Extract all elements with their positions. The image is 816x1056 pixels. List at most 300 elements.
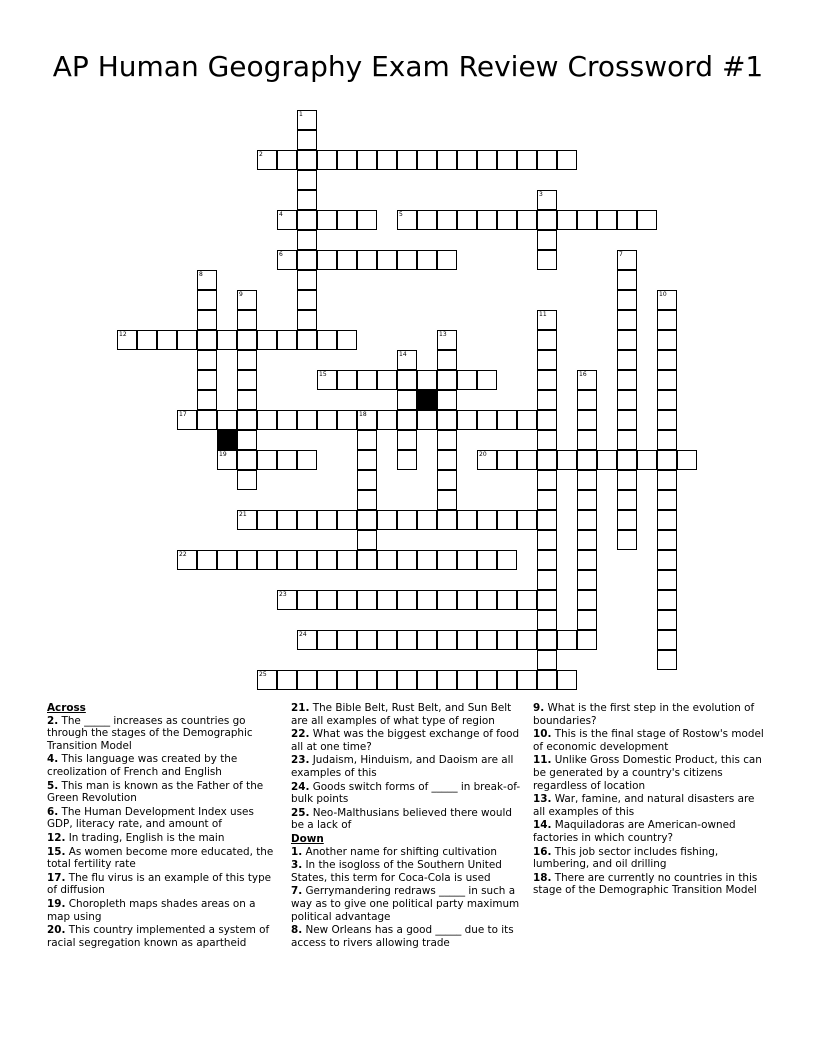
grid-cell[interactable] xyxy=(517,670,537,690)
grid-cell[interactable] xyxy=(357,430,377,450)
grid-cell[interactable] xyxy=(617,250,637,270)
grid-cell[interactable] xyxy=(197,370,217,390)
grid-cell[interactable] xyxy=(397,670,417,690)
grid-cell[interactable] xyxy=(297,190,317,210)
grid-cell[interactable] xyxy=(557,630,577,650)
grid-cell[interactable] xyxy=(497,630,517,650)
grid-cell[interactable] xyxy=(617,430,637,450)
grid-cell[interactable] xyxy=(297,630,317,650)
grid-cell[interactable] xyxy=(337,410,357,430)
grid-cell[interactable] xyxy=(657,550,677,570)
across-heading: Across xyxy=(47,702,86,714)
grid-cell[interactable] xyxy=(297,450,317,470)
grid-cell[interactable] xyxy=(357,150,377,170)
grid-cell[interactable] xyxy=(497,670,517,690)
grid-cell[interactable] xyxy=(457,590,477,610)
grid-cell[interactable] xyxy=(317,590,337,610)
grid-cell[interactable] xyxy=(537,570,557,590)
grid-cell[interactable] xyxy=(377,510,397,530)
grid-cell[interactable] xyxy=(537,650,557,670)
clue-number: 22 xyxy=(179,551,187,558)
grid-cell[interactable] xyxy=(317,210,337,230)
grid-cell[interactable] xyxy=(337,330,357,350)
grid-cell[interactable] xyxy=(577,430,597,450)
grid-cell[interactable] xyxy=(657,410,677,430)
grid-cell[interactable] xyxy=(657,510,677,530)
grid-cell[interactable] xyxy=(217,550,237,570)
grid-cell[interactable] xyxy=(517,410,537,430)
grid-cell[interactable] xyxy=(537,390,557,410)
clue-item xyxy=(47,780,279,805)
grid-cell[interactable] xyxy=(577,570,597,590)
grid-cell[interactable] xyxy=(237,450,257,470)
grid-cell[interactable] xyxy=(537,410,557,430)
grid-cell[interactable] xyxy=(517,450,537,470)
grid-cell[interactable] xyxy=(297,110,317,130)
grid-cell[interactable] xyxy=(517,210,537,230)
grid-cell[interactable] xyxy=(577,630,597,650)
grid-cell[interactable] xyxy=(417,250,437,270)
grid-cell[interactable] xyxy=(317,150,337,170)
grid-cell[interactable] xyxy=(557,450,577,470)
grid-cell[interactable] xyxy=(337,150,357,170)
grid-cell[interactable] xyxy=(277,410,297,430)
grid-cell[interactable] xyxy=(477,370,497,390)
grid-cell[interactable] xyxy=(457,370,477,390)
grid-cell[interactable] xyxy=(437,330,457,350)
grid-cell[interactable] xyxy=(537,530,557,550)
grid-cell[interactable] xyxy=(657,430,677,450)
grid-cell[interactable] xyxy=(537,310,557,330)
grid-cell[interactable] xyxy=(337,210,357,230)
grid-cell[interactable] xyxy=(457,670,477,690)
grid-cell[interactable] xyxy=(397,250,417,270)
grid-cell[interactable] xyxy=(297,250,317,270)
grid-cell[interactable] xyxy=(497,550,517,570)
grid-cell[interactable] xyxy=(277,590,297,610)
clue-number-label: 5. xyxy=(47,779,59,792)
grid-cell[interactable] xyxy=(417,510,437,530)
grid-cell[interactable] xyxy=(337,550,357,570)
grid-cell[interactable] xyxy=(197,550,217,570)
grid-cell[interactable] xyxy=(397,430,417,450)
grid-cell[interactable] xyxy=(237,430,257,450)
grid-cell[interactable] xyxy=(637,210,657,230)
clue-number-label: 22. xyxy=(291,728,310,741)
grid-cell[interactable] xyxy=(477,510,497,530)
grid-cell[interactable] xyxy=(657,290,677,310)
grid-cell[interactable] xyxy=(617,530,637,550)
grid-cell[interactable] xyxy=(277,550,297,570)
grid-cell[interactable] xyxy=(337,510,357,530)
grid-cell[interactable] xyxy=(337,630,357,650)
grid-cell[interactable] xyxy=(337,670,357,690)
grid-cell[interactable] xyxy=(557,210,577,230)
grid-cell[interactable] xyxy=(357,590,377,610)
grid-cell[interactable] xyxy=(357,510,377,530)
grid-cell[interactable] xyxy=(317,330,337,350)
grid-cell[interactable] xyxy=(537,450,557,470)
grid-cell[interactable] xyxy=(457,510,477,530)
grid-cell[interactable] xyxy=(537,430,557,450)
grid-cell[interactable] xyxy=(477,670,497,690)
grid-cell[interactable] xyxy=(617,330,637,350)
grid-cell[interactable] xyxy=(477,550,497,570)
clue-number-label: 23. xyxy=(291,754,310,767)
grid-cell[interactable] xyxy=(337,370,357,390)
grid-cell[interactable] xyxy=(357,530,377,550)
grid-cell[interactable] xyxy=(497,510,517,530)
grid-cell[interactable] xyxy=(197,410,217,430)
grid-cell[interactable] xyxy=(357,410,377,430)
grid-cell[interactable] xyxy=(397,550,417,570)
grid-cell[interactable] xyxy=(257,670,277,690)
grid-cell[interactable] xyxy=(537,670,557,690)
grid-cell[interactable] xyxy=(437,370,457,390)
grid-cell[interactable] xyxy=(497,150,517,170)
grid-cell[interactable] xyxy=(357,550,377,570)
grid-cell[interactable] xyxy=(657,370,677,390)
grid-cell[interactable] xyxy=(217,410,237,430)
grid-cell[interactable] xyxy=(537,210,557,230)
grid-cell[interactable] xyxy=(257,450,277,470)
grid-cell[interactable] xyxy=(617,290,637,310)
grid-cell[interactable] xyxy=(357,250,377,270)
grid-cell[interactable] xyxy=(577,550,597,570)
grid-cell[interactable] xyxy=(417,670,437,690)
clue-text: The _____ increases as countries go through the stages of the Demographic Transition Model xyxy=(47,714,253,752)
grid-cell[interactable] xyxy=(477,210,497,230)
grid-cell[interactable] xyxy=(377,150,397,170)
grid-cell[interactable] xyxy=(377,590,397,610)
grid-cell[interactable] xyxy=(597,450,617,470)
grid-cell[interactable] xyxy=(577,210,597,230)
grid-cell[interactable] xyxy=(237,510,257,530)
grid-cell[interactable] xyxy=(497,450,517,470)
grid-cell[interactable] xyxy=(257,410,277,430)
grid-cell[interactable] xyxy=(577,410,597,430)
grid-cell[interactable] xyxy=(297,310,317,330)
grid-cell[interactable] xyxy=(437,410,457,430)
grid-cell[interactable] xyxy=(277,670,297,690)
grid-cell[interactable] xyxy=(377,410,397,430)
grid-cell[interactable] xyxy=(537,370,557,390)
grid-cell[interactable] xyxy=(397,450,417,470)
grid-cell[interactable] xyxy=(477,410,497,430)
grid-cell[interactable] xyxy=(317,510,337,530)
grid-cell[interactable] xyxy=(457,410,477,430)
grid-cell[interactable] xyxy=(537,250,557,270)
grid-cell[interactable] xyxy=(537,150,557,170)
grid-cell[interactable] xyxy=(237,310,257,330)
grid-cell[interactable] xyxy=(417,370,437,390)
grid-cell[interactable] xyxy=(437,390,457,410)
clue-number: 4 xyxy=(279,211,283,218)
grid-cell[interactable] xyxy=(657,470,677,490)
grid-cell[interactable] xyxy=(437,470,457,490)
grid-cell[interactable] xyxy=(277,150,297,170)
grid-cell[interactable] xyxy=(197,350,217,370)
grid-cell[interactable] xyxy=(457,630,477,650)
clue-text: There are currently no countries in this stage of the Demographic Transition Model xyxy=(533,871,758,897)
grid-cell[interactable] xyxy=(437,550,457,570)
grid-cell[interactable] xyxy=(657,450,677,470)
clue-number-label: 1. xyxy=(291,845,303,858)
grid-cell[interactable] xyxy=(537,350,557,370)
grid-cell[interactable] xyxy=(497,210,517,230)
grid-cell[interactable] xyxy=(317,370,337,390)
grid-cell[interactable] xyxy=(397,510,417,530)
grid-cell[interactable] xyxy=(357,630,377,650)
grid-cell[interactable] xyxy=(237,550,257,570)
grid-cell[interactable] xyxy=(577,510,597,530)
clue-text: The flu virus is an example of this type of diffusion xyxy=(47,871,272,897)
grid-cell[interactable] xyxy=(657,390,677,410)
grid-cell[interactable] xyxy=(397,370,417,390)
grid-cell[interactable] xyxy=(277,510,297,530)
grid-cell[interactable] xyxy=(457,150,477,170)
grid-cell[interactable] xyxy=(177,330,197,350)
grid-cell[interactable] xyxy=(477,450,497,470)
grid-cell[interactable] xyxy=(437,630,457,650)
grid-cell[interactable] xyxy=(517,150,537,170)
grid-cell[interactable] xyxy=(577,470,597,490)
grid-cell[interactable] xyxy=(437,150,457,170)
grid-cell[interactable] xyxy=(357,450,377,470)
grid-cell[interactable] xyxy=(237,330,257,350)
grid-cell[interactable] xyxy=(277,330,297,350)
grid-cell[interactable] xyxy=(657,330,677,350)
grid-cell[interactable] xyxy=(437,430,457,450)
grid-cell[interactable] xyxy=(277,450,297,470)
grid-cell[interactable] xyxy=(297,130,317,150)
grid-cell[interactable] xyxy=(617,490,637,510)
grid-cell[interactable] xyxy=(397,630,417,650)
grid-cell[interactable] xyxy=(337,250,357,270)
grid-cell[interactable] xyxy=(577,590,597,610)
grid-cell[interactable] xyxy=(157,330,177,350)
grid-cell[interactable] xyxy=(297,330,317,350)
grid-cell[interactable] xyxy=(297,270,317,290)
grid-cell[interactable] xyxy=(337,590,357,610)
grid-cell[interactable] xyxy=(617,310,637,330)
grid-cell[interactable] xyxy=(577,450,597,470)
grid-cell[interactable] xyxy=(317,550,337,570)
clue-item xyxy=(47,846,279,871)
grid-cell[interactable] xyxy=(617,470,637,490)
grid-cell[interactable] xyxy=(297,150,317,170)
grid-cell[interactable] xyxy=(537,330,557,350)
grid-cell[interactable] xyxy=(437,210,457,230)
grid-cell[interactable] xyxy=(657,310,677,330)
grid-cell[interactable] xyxy=(537,550,557,570)
grid-cell[interactable] xyxy=(417,210,437,230)
grid-cell[interactable] xyxy=(617,270,637,290)
grid-cell[interactable] xyxy=(197,310,217,330)
grid-cell[interactable] xyxy=(197,270,217,290)
grid-cell[interactable] xyxy=(377,550,397,570)
grid-cell[interactable] xyxy=(417,630,437,650)
grid-cell[interactable] xyxy=(557,670,577,690)
grid-cell[interactable] xyxy=(437,490,457,510)
grid-cell[interactable] xyxy=(437,590,457,610)
grid-cell[interactable] xyxy=(577,370,597,390)
grid-cell[interactable] xyxy=(357,670,377,690)
grid-cell[interactable] xyxy=(297,410,317,430)
grid-cell[interactable] xyxy=(537,590,557,610)
grid-cell[interactable] xyxy=(237,410,257,430)
grid-cell[interactable] xyxy=(617,210,637,230)
grid-cell[interactable] xyxy=(657,590,677,610)
grid-cell[interactable] xyxy=(537,230,557,250)
grid-cell[interactable] xyxy=(457,550,477,570)
clue-number: 10 xyxy=(659,291,667,298)
clue-text: This man is known as the Father of the Green Revolution xyxy=(47,779,264,805)
clue-item xyxy=(533,728,765,753)
grid-cell[interactable] xyxy=(417,590,437,610)
clues-column-2 xyxy=(291,702,523,950)
grid-cell[interactable] xyxy=(397,350,417,370)
grid-cell[interactable] xyxy=(437,350,457,370)
grid-cell[interactable] xyxy=(617,370,637,390)
grid-cell[interactable] xyxy=(397,150,417,170)
grid-cell[interactable] xyxy=(537,190,557,210)
grid-cell[interactable] xyxy=(217,330,237,350)
grid-cell[interactable] xyxy=(417,550,437,570)
grid-cell[interactable] xyxy=(217,450,237,470)
grid-cell[interactable] xyxy=(497,410,517,430)
grid-cell[interactable] xyxy=(397,390,417,410)
grid-cell[interactable] xyxy=(617,390,637,410)
grid-cell[interactable] xyxy=(237,370,257,390)
grid-cell[interactable] xyxy=(317,250,337,270)
grid-cell[interactable] xyxy=(377,250,397,270)
grid-cell[interactable] xyxy=(357,210,377,230)
clue-text: Maquiladoras are American-owned factories in which country? xyxy=(533,819,736,844)
grid-cell[interactable] xyxy=(657,530,677,550)
clue-number: 14 xyxy=(399,351,407,358)
grid-cell[interactable] xyxy=(117,330,137,350)
grid-cell[interactable] xyxy=(297,590,317,610)
grid-cell[interactable] xyxy=(517,510,537,530)
grid-cell[interactable] xyxy=(177,550,197,570)
grid-cell[interactable] xyxy=(277,250,297,270)
grid-cell[interactable] xyxy=(577,490,597,510)
clue-item xyxy=(291,859,523,884)
grid-cell[interactable] xyxy=(497,590,517,610)
grid-cell[interactable] xyxy=(537,610,557,630)
grid-cell[interactable] xyxy=(177,410,197,430)
clue-number: 2 xyxy=(259,151,263,158)
grid-cell[interactable] xyxy=(317,630,337,650)
grid-cell[interactable] xyxy=(417,150,437,170)
grid-cell[interactable] xyxy=(537,490,557,510)
grid-cell[interactable] xyxy=(317,670,337,690)
grid-cell[interactable] xyxy=(457,210,477,230)
grid-cell[interactable] xyxy=(137,330,157,350)
grid-cell[interactable] xyxy=(397,590,417,610)
grid-cell[interactable] xyxy=(617,510,637,530)
grid-cell[interactable] xyxy=(277,210,297,230)
grid-cell[interactable] xyxy=(377,670,397,690)
grid-cell[interactable] xyxy=(577,530,597,550)
grid-cell[interactable] xyxy=(297,550,317,570)
grid-cell[interactable] xyxy=(357,470,377,490)
grid-cell[interactable] xyxy=(477,630,497,650)
grid-cell[interactable] xyxy=(657,350,677,370)
grid-cell[interactable] xyxy=(637,450,657,470)
grid-cell[interactable] xyxy=(297,290,317,310)
grid-cell[interactable] xyxy=(357,370,377,390)
grid-cell[interactable] xyxy=(197,290,217,310)
grid-cell[interactable] xyxy=(657,630,677,650)
grid-cell[interactable] xyxy=(297,170,317,190)
grid-cell[interactable] xyxy=(357,490,377,510)
grid-cell[interactable] xyxy=(197,330,217,350)
grid-cell[interactable] xyxy=(297,670,317,690)
grid-cell[interactable] xyxy=(257,550,277,570)
grid-cell[interactable] xyxy=(577,390,597,410)
clue-item xyxy=(533,872,765,897)
grid-cell[interactable] xyxy=(297,210,317,230)
clue-number: 11 xyxy=(539,311,547,318)
grid-cell[interactable] xyxy=(297,510,317,530)
grid-cell[interactable] xyxy=(597,210,617,230)
grid-cell[interactable] xyxy=(657,610,677,630)
grid-cell[interactable] xyxy=(617,350,637,370)
grid-cell[interactable] xyxy=(437,670,457,690)
grid-cell[interactable] xyxy=(677,450,697,470)
grid-cell[interactable] xyxy=(517,630,537,650)
grid-cell[interactable] xyxy=(437,510,457,530)
grid-cell[interactable] xyxy=(397,410,417,430)
grid-cell[interactable] xyxy=(237,470,257,490)
grid-cell[interactable] xyxy=(537,470,557,490)
grid-cell[interactable] xyxy=(257,150,277,170)
clue-item xyxy=(291,846,523,859)
grid-cell[interactable] xyxy=(617,410,637,430)
clue-number: 13 xyxy=(439,331,447,338)
grid-cell[interactable] xyxy=(257,330,277,350)
grid-cell[interactable] xyxy=(317,410,337,430)
grid-cell[interactable] xyxy=(377,630,397,650)
grid-cell[interactable] xyxy=(517,590,537,610)
grid-cell[interactable] xyxy=(297,230,317,250)
grid-cell[interactable] xyxy=(437,450,457,470)
grid-cell[interactable] xyxy=(197,390,217,410)
grid-cell[interactable] xyxy=(617,450,637,470)
grid-cell[interactable] xyxy=(237,350,257,370)
grid-cell[interactable] xyxy=(437,250,457,270)
grid-cell[interactable] xyxy=(477,590,497,610)
clue-number-label: 20. xyxy=(47,924,66,937)
grid-cell[interactable] xyxy=(557,150,577,170)
grid-cell[interactable] xyxy=(537,510,557,530)
grid-cell[interactable] xyxy=(237,390,257,410)
grid-cell[interactable] xyxy=(657,570,677,590)
grid-cell[interactable] xyxy=(397,210,417,230)
grid-cell[interactable] xyxy=(237,290,257,310)
grid-cell[interactable] xyxy=(657,650,677,670)
clue-item xyxy=(47,872,279,897)
grid-cell[interactable] xyxy=(657,490,677,510)
grid-cell[interactable] xyxy=(377,370,397,390)
grid-cell[interactable] xyxy=(257,510,277,530)
grid-cell[interactable] xyxy=(537,630,557,650)
grid-cell[interactable] xyxy=(477,150,497,170)
grid-cell[interactable] xyxy=(577,610,597,630)
grid-cell[interactable] xyxy=(417,410,437,430)
